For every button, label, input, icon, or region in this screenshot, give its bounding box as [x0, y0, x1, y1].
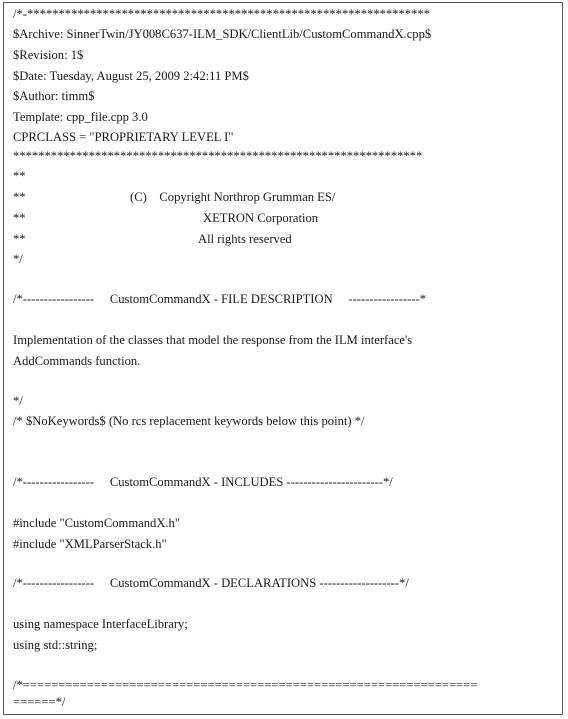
copyright-line3-prefix: ** [13, 232, 26, 246]
template-line: Template: cpp_file.cpp 3.0 [13, 110, 148, 124]
copyright-close: */ [13, 252, 23, 266]
footer-line1: /*================================================================ [13, 678, 478, 692]
copyright-line1-prefix: ** [13, 190, 26, 204]
file-description-heading: /*----------------- CustomCommandX - FILE DESCRIPTION -----------------* [13, 292, 427, 306]
file-description-line2: AddCommands function. [13, 354, 141, 368]
declarations-heading: /*----------------- CustomCommandX - DECLARATIONS -------------------*/ [13, 576, 409, 590]
copyright-prefix: ** [13, 169, 26, 183]
include-line1: #include "CustomCommandX.h" [13, 516, 180, 530]
file-description-line1: Implementation of the classes that model the response from the ILM interface's [13, 333, 413, 347]
header-bottom-border: ***************************************************************** [13, 149, 423, 163]
footer-line2: ======*/ [13, 695, 66, 709]
cprclass-line: CPRCLASS = "PROPRIETARY LEVEL I" [13, 130, 234, 144]
copyright-line3: All rights reserved [198, 232, 292, 246]
archive-line: $Archive: SinnerTwin/JY008C637-ILM_SDK/ClientLib/CustomCommandX.cpp$ [13, 27, 432, 41]
revision-line: $Revision: 1$ [13, 48, 84, 62]
copyright-line2-prefix: ** [13, 211, 26, 225]
nokeywords-line: /* $NoKeywords$ (No rcs replacement keywords below this point) */ [13, 414, 365, 428]
description-close: */ [13, 394, 23, 408]
includes-heading: /*----------------- CustomCommandX - INCLUDES -----------------------*/ [13, 475, 393, 489]
declaration-line1: using namespace InterfaceLibrary; [13, 617, 188, 631]
author-line: $Author: timm$ [13, 89, 95, 103]
header-top-border: /*-**************************************************************** [13, 7, 430, 21]
include-line2: #include "XMLParserStack.h" [13, 537, 167, 551]
date-line: $Date: Tuesday, August 25, 2009 2:42:11 PM$ [13, 69, 249, 83]
declaration-line2: using std::string; [13, 638, 98, 652]
copyright-line2: XETRON Corporation [203, 211, 319, 225]
copyright-line1: (C) Copyright Northrop Grumman ES/ [130, 190, 336, 204]
